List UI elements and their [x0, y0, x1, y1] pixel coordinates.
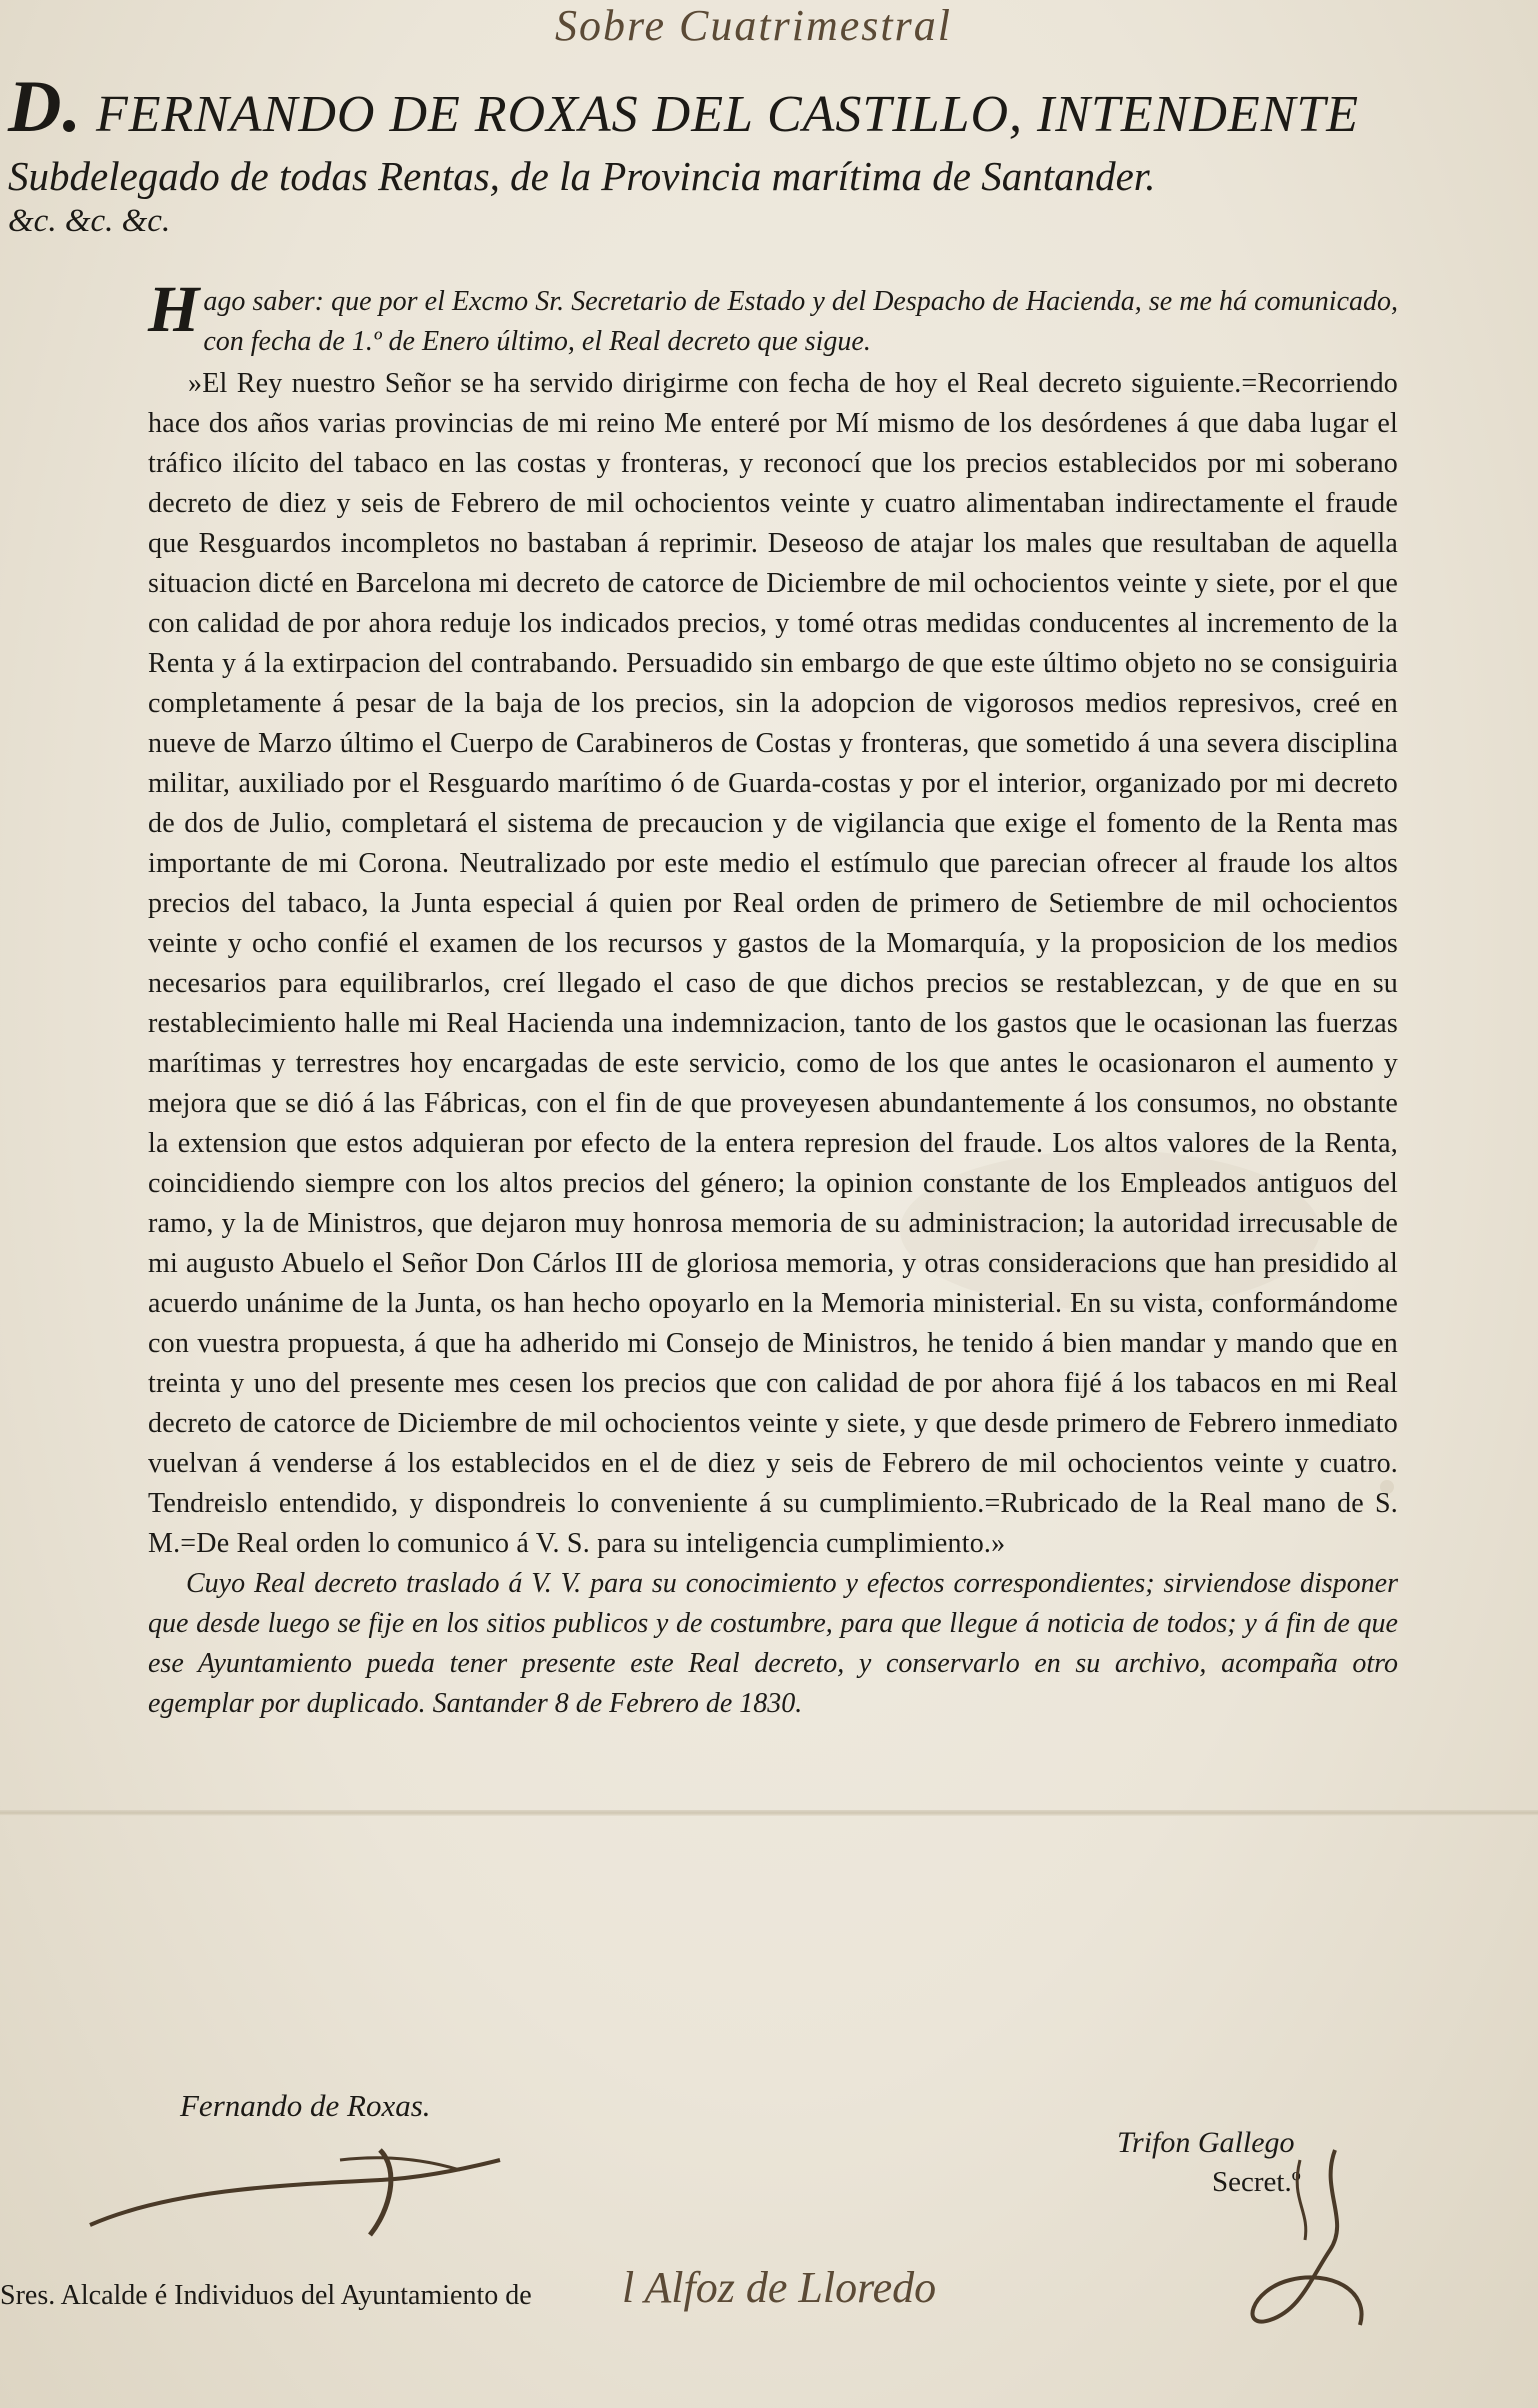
- title-line-1: FERNANDO DE ROXAS DEL CASTILLO, INTENDENTE: [95, 86, 1360, 143]
- intro-text: ago saber: que por el Excmo Sr. Secretario de Estado y del Despacho de Hacienda, se me há comunicado, con fecha de 1.º de Enero último, el Real decreto que sigue.: [203, 286, 1398, 357]
- signature-right-title: Secret.º: [1212, 2166, 1301, 2198]
- rubric-right: [1240, 2140, 1390, 2340]
- title-line-2: Subdelegado de todas Rentas, de la Provincia marítima de Santander.: [8, 153, 1156, 199]
- rubric-left: [80, 2130, 520, 2240]
- paper-fold: [0, 1810, 1538, 1816]
- signature-right-name: Trifon Gallego: [1117, 2126, 1295, 2159]
- intro-paragraph: [148, 273, 1398, 362]
- signature-left: Fernando de Roxas.: [180, 2088, 431, 2123]
- title-heading: [8, 65, 1359, 150]
- closing-paragraph: Cuyo Real decreto traslado á V. V. para su conocimiento y efectos correspondientes; sirviendose disponer que desde luego se fije en los sitios publicos y de costumbre, para que llegue á noticia de todos; y á fin de que ese Ayuntamiento pueda tener presente este Real decreto, y conservarlo en su archivo, acompaña otro egemplar por duplicado. Santander 8 de Febrero de 1830.: [148, 1568, 1398, 1719]
- footer-addressee: Sres. Alcalde é Individuos del Ayuntamiento de: [0, 2280, 532, 2311]
- handwritten-header: Sobre Cuatrimestral: [555, 1, 952, 50]
- drop-cap: H: [148, 273, 200, 346]
- document-body: [148, 273, 1398, 1724]
- title-line-3: &c. &c. &c.: [8, 203, 171, 239]
- footer-handwritten-place: l Alfoz de Lloredo: [622, 2263, 937, 2312]
- title-initial: D.: [8, 66, 82, 148]
- decree-paragraph: »El Rey nuestro Señor se ha servido dirigirme con fecha de hoy el Real decreto siguiente.=Recorriendo hace dos años varias provincias de mi reino Me enteré por Mí mismo de los desórdenes á que daba lugar el tráfico ilícito del tabaco en las costas y fronteras, y reconocí que los precios establecidos por mi soberano decreto de diez y seis de Febrero de mil ochocientos veinte y cuatro alimentaban indirectamente el fraude que Resguardos incompletos no bastaban á reprimir. Deseoso de atajar los males que resultaban de aquella situacion dicté en Barcelona mi decreto de catorce de Diciembre de mil ochocientos veinte y siete, por el que con calidad de por ahora reduje los indicados precios, y tomé otras medidas conducentes al incremento de la Renta y á la extirpacion del contrabando. Persuadido sin embargo de que este último objeto no se consiguiria completamente á pesar de la baja de los precios, sin la adopcion de vigorosos medios represivos, creé en nueve de Marzo último el Cuerpo de Carabineros de Costas y fronteras, que sometido á una severa disciplina militar, auxiliado por el Resguardo marítimo ó de Guarda-costas y por el interior, organizado por mi decreto de dos de Julio, completará el sistema de precaucion y de vigilancia que exige el fomento de la Renta mas importante de mi Corona. Neutralizado por este medio el estímulo que parecian ofrecer al fraude los altos precios del tabaco, la Junta especial á quien por Real orden de primero de Setiembre de mil ochocientos veinte y ocho confié el examen de los recursos y gastos de la Momarquía, y la proposicion de los medios necesarios para equilibrarlos, creí llegado el caso de que dichos precios se restablezcan, y de que en su restablecimiento halle mi Real Hacienda una indemnizacion, tanto de los gastos que le ocasionan las fuerzas marítimas y terrestres hoy encargadas de este servicio, como de los que antes le ocasionaron el aumento y mejora que se dió á las Fábricas, con el fin de que proveyesen abundantemente á los consumos, no obstante la extension que estos adquieran por efecto de la entera represion del fraude. Los altos valores de la Renta, coincidiendo siempre con los altos precios del género; la opinion constante de los Empleados antiguos del ramo, y la de Ministros, que dejaron muy honrosa memoria de su administracion; la autoridad irrecusable de mi augusto Abuelo el Señor Don Cárlos III de gloriosa memoria, y otras consideracions que han presidido al acuerdo unánime de la Junta, os han hecho opoyarlo en la Memoria ministerial. En su vista, conformándome con vuestra propuesta, á que ha adherido mi Consejo de Ministros, he tenido á bien mandar y mando que en treinta y uno del presente mes cesen los precios que con calidad de por ahora fijé á los tabacos en mi Real decreto de catorce de Diciembre de mil ochocientos veinte y siete, y que desde primero de Febrero inmediato vuelvan á venderse á los establecidos en el de diez y seis de Febrero de mil ochocientos veinte y cuatro. Tendreislo entendido, y dispondreis lo conveniente á su cumplimiento.=Rubricado de la Real mano de S. M.=De Real orden lo comunico á V. S. para su inteligencia cumplimiento.»: [148, 368, 1398, 1559]
